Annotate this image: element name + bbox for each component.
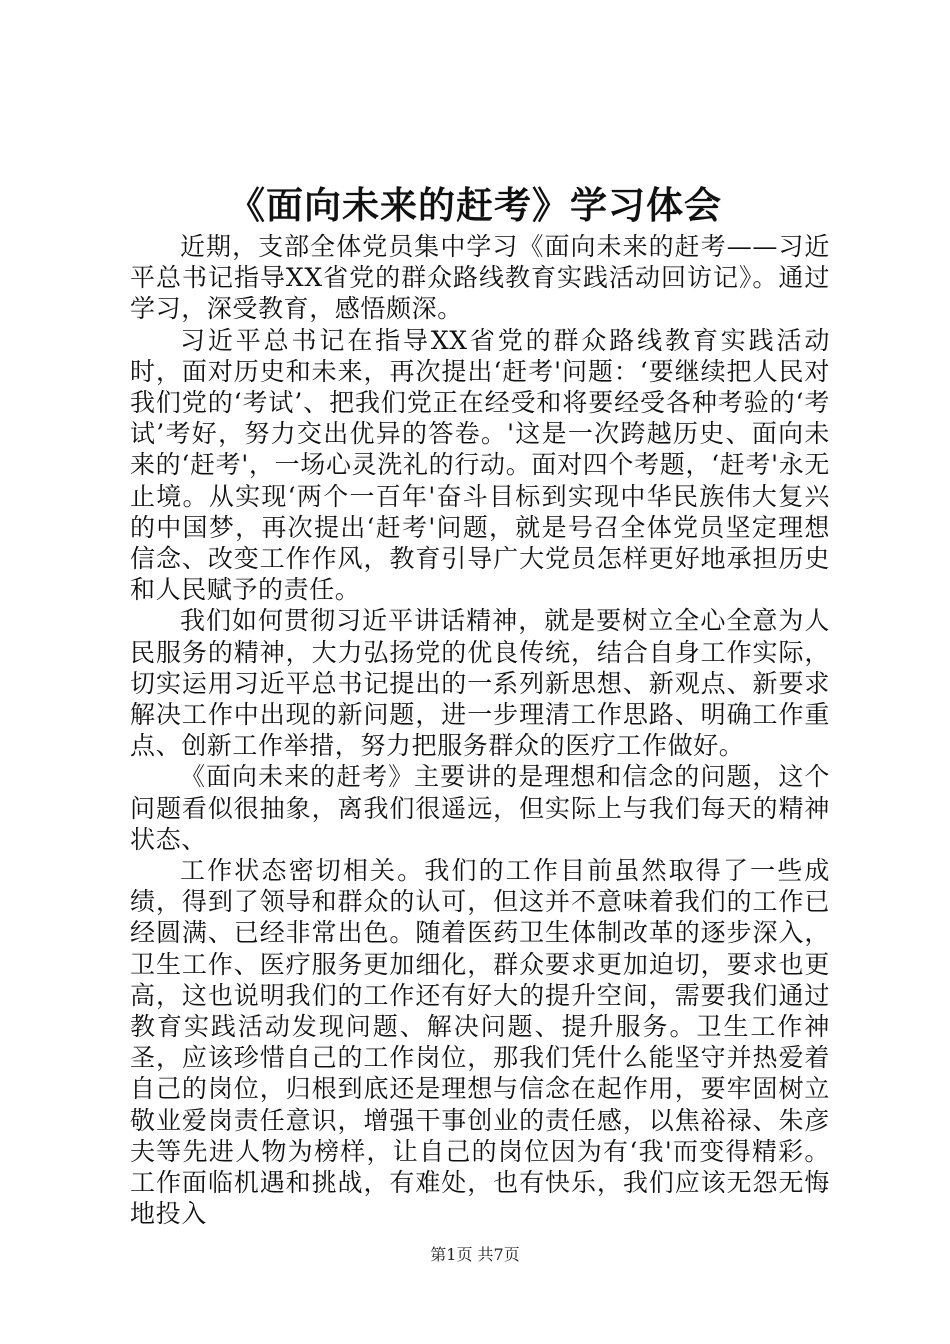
paragraph-1: 近期，支部全体党员集中学习《面向未来的赶考——习近平总书记指导XX省党的群众路线教育实践活动回访记》。通过学习，深受教育，感悟颇深。 xyxy=(130,232,830,324)
document-title: 《面向未来的赶考》学习体会 xyxy=(228,183,722,227)
paragraph-2: 习近平总书记在指导XX省党的群众路线教育实践活动时，面对历史和未来，再次提出‘赶考'问题：‘要继续把人民对我们党的‘考试’、把我们党正在经受和将要经受各种考验的‘考试’考好，努力交出优异的答卷。'这是一次跨越历史、面向未来的‘赶考'，一场心灵洗礼的行动。面对四个考题，‘赶考'永无止境。从实现‘两个一百年'奋斗目标到实现中华民族伟大复兴的中国梦，再次提出‘赶考'问题，就是号召全体党员坚定理想信念、改变工作作风，教育引导广大党员怎样更好地承担历史和人民赋予的责任。 xyxy=(130,325,830,605)
document-body xyxy=(130,231,830,1230)
paragraph-4: 《面向未来的赶考》主要讲的是理想和信念的问题，这个问题看似很抽象，离我们很遥远，但实际上与我们每天的精神状态、 xyxy=(130,762,830,854)
page-number-footer: 第1页 共7页 xyxy=(430,1245,520,1264)
paragraph-3: 我们如何贯彻习近平讲话精神，就是要树立全心全意为人民服务的精神，大力弘扬党的优良传统，结合自身工作实际，切实运用习近平总书记提出的一系列新思想、新观点、新要求解决工作中出现的新问题，进一步理清工作思路、明确工作重点、创新工作举措，努力把服务群众的医疗工作做好。 xyxy=(130,606,830,761)
paragraph-5: 工作状态密切相关。我们的工作目前虽然取得了一些成绩，得到了领导和群众的认可，但这并不意味着我们的工作已经圆满、已经非常出色。随着医药卫生体制改革的逐步深入，卫生工作、医疗服务更加细化，群众要求更加迫切，要求也更高，这也说明我们的工作还有好大的提升空间，需要我们通过教育实践活动发现问题、解决问题、提升服务。卫生工作神圣，应该珍惜自己的工作岗位，那我们凭什么能坚守并热爱着自己的岗位，归根到底还是理想与信念在起作用，要牢固树立敬业爱岗责任意识，增强干事创业的责任感，以焦裕禄、朱彦夫等先进人物为榜样，让自己的岗位因为有‘我'而变得精彩。工作面临机遇和挑战，有难处，也有快乐，我们应该无怨无悔地投入 xyxy=(130,856,830,1229)
